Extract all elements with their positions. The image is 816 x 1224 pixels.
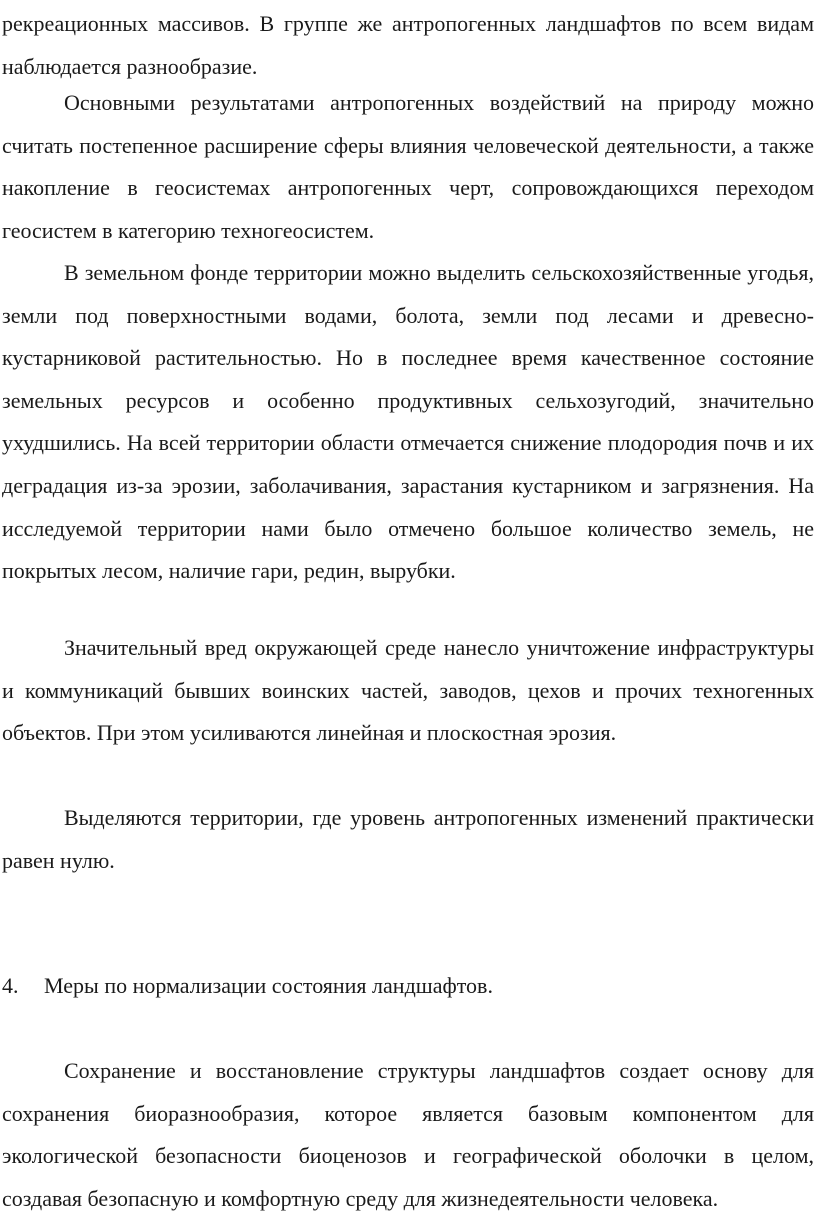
paragraph-landscape-preservation: Сохранение и восстановление структуры ландшафтов создает основу для сохранения биоразнообразия, которое является базовым компонентом для экологической безопасности биоценозов и географической оболочки в целом, создавая безопасную и комфортную среду для жизнедеятельности человека.: [2, 1058, 814, 1211]
paragraph-land-fund: В земельном фонде территории можно выделить сельскохозяйственные угодья, земли под поверхностными водами, болота, земли под лесами и древесно-кустарниковой растительностью. Но в последнее время качественное состояние земельных ресурсов и особенно продуктивных сельхозугодий, значительно ухудшились. На всей территории области отмечается снижение плодородия почв и их деградация из-за эрозии, заболачивания, зарастания кустарником и загрязнения. На исследуемой территории нами было отмечено большое количество земель, не покрытых лесом, наличие гари, редин, вырубки.: [2, 260, 814, 584]
paragraph-untouched-territories: Выделяются территории, где уровень антропогенных изменений практически равен нулю.: [2, 805, 814, 873]
paragraph-anthropogenic-results: Основными результатами антропогенных воздействий на природу можно считать постепенное расширение сферы влияния человеческой деятельности, а также накопление в геосистемах антропогенных черт, сопровождающихся переходом геосистем в категорию техногеосистем.: [2, 90, 814, 243]
section-title: Меры по нормализации состояния ландшафтов.: [44, 973, 493, 998]
section-number: 4.: [2, 973, 19, 998]
paragraph-infrastructure-damage: Значительный вред окружающей среде нанесло уничтожение инфраструктуры и коммуникаций бывших воинских частей, заводов, цехов и прочих техногенных объектов. При этом усиливаются линейная и плоскостная эрозия.: [2, 635, 814, 746]
section-heading: [2, 965, 814, 1008]
paragraph-continuation: рекреационных массивов. В группе же антропогенных ландшафтов по всем видам наблюдается разнообразие.: [2, 11, 814, 79]
